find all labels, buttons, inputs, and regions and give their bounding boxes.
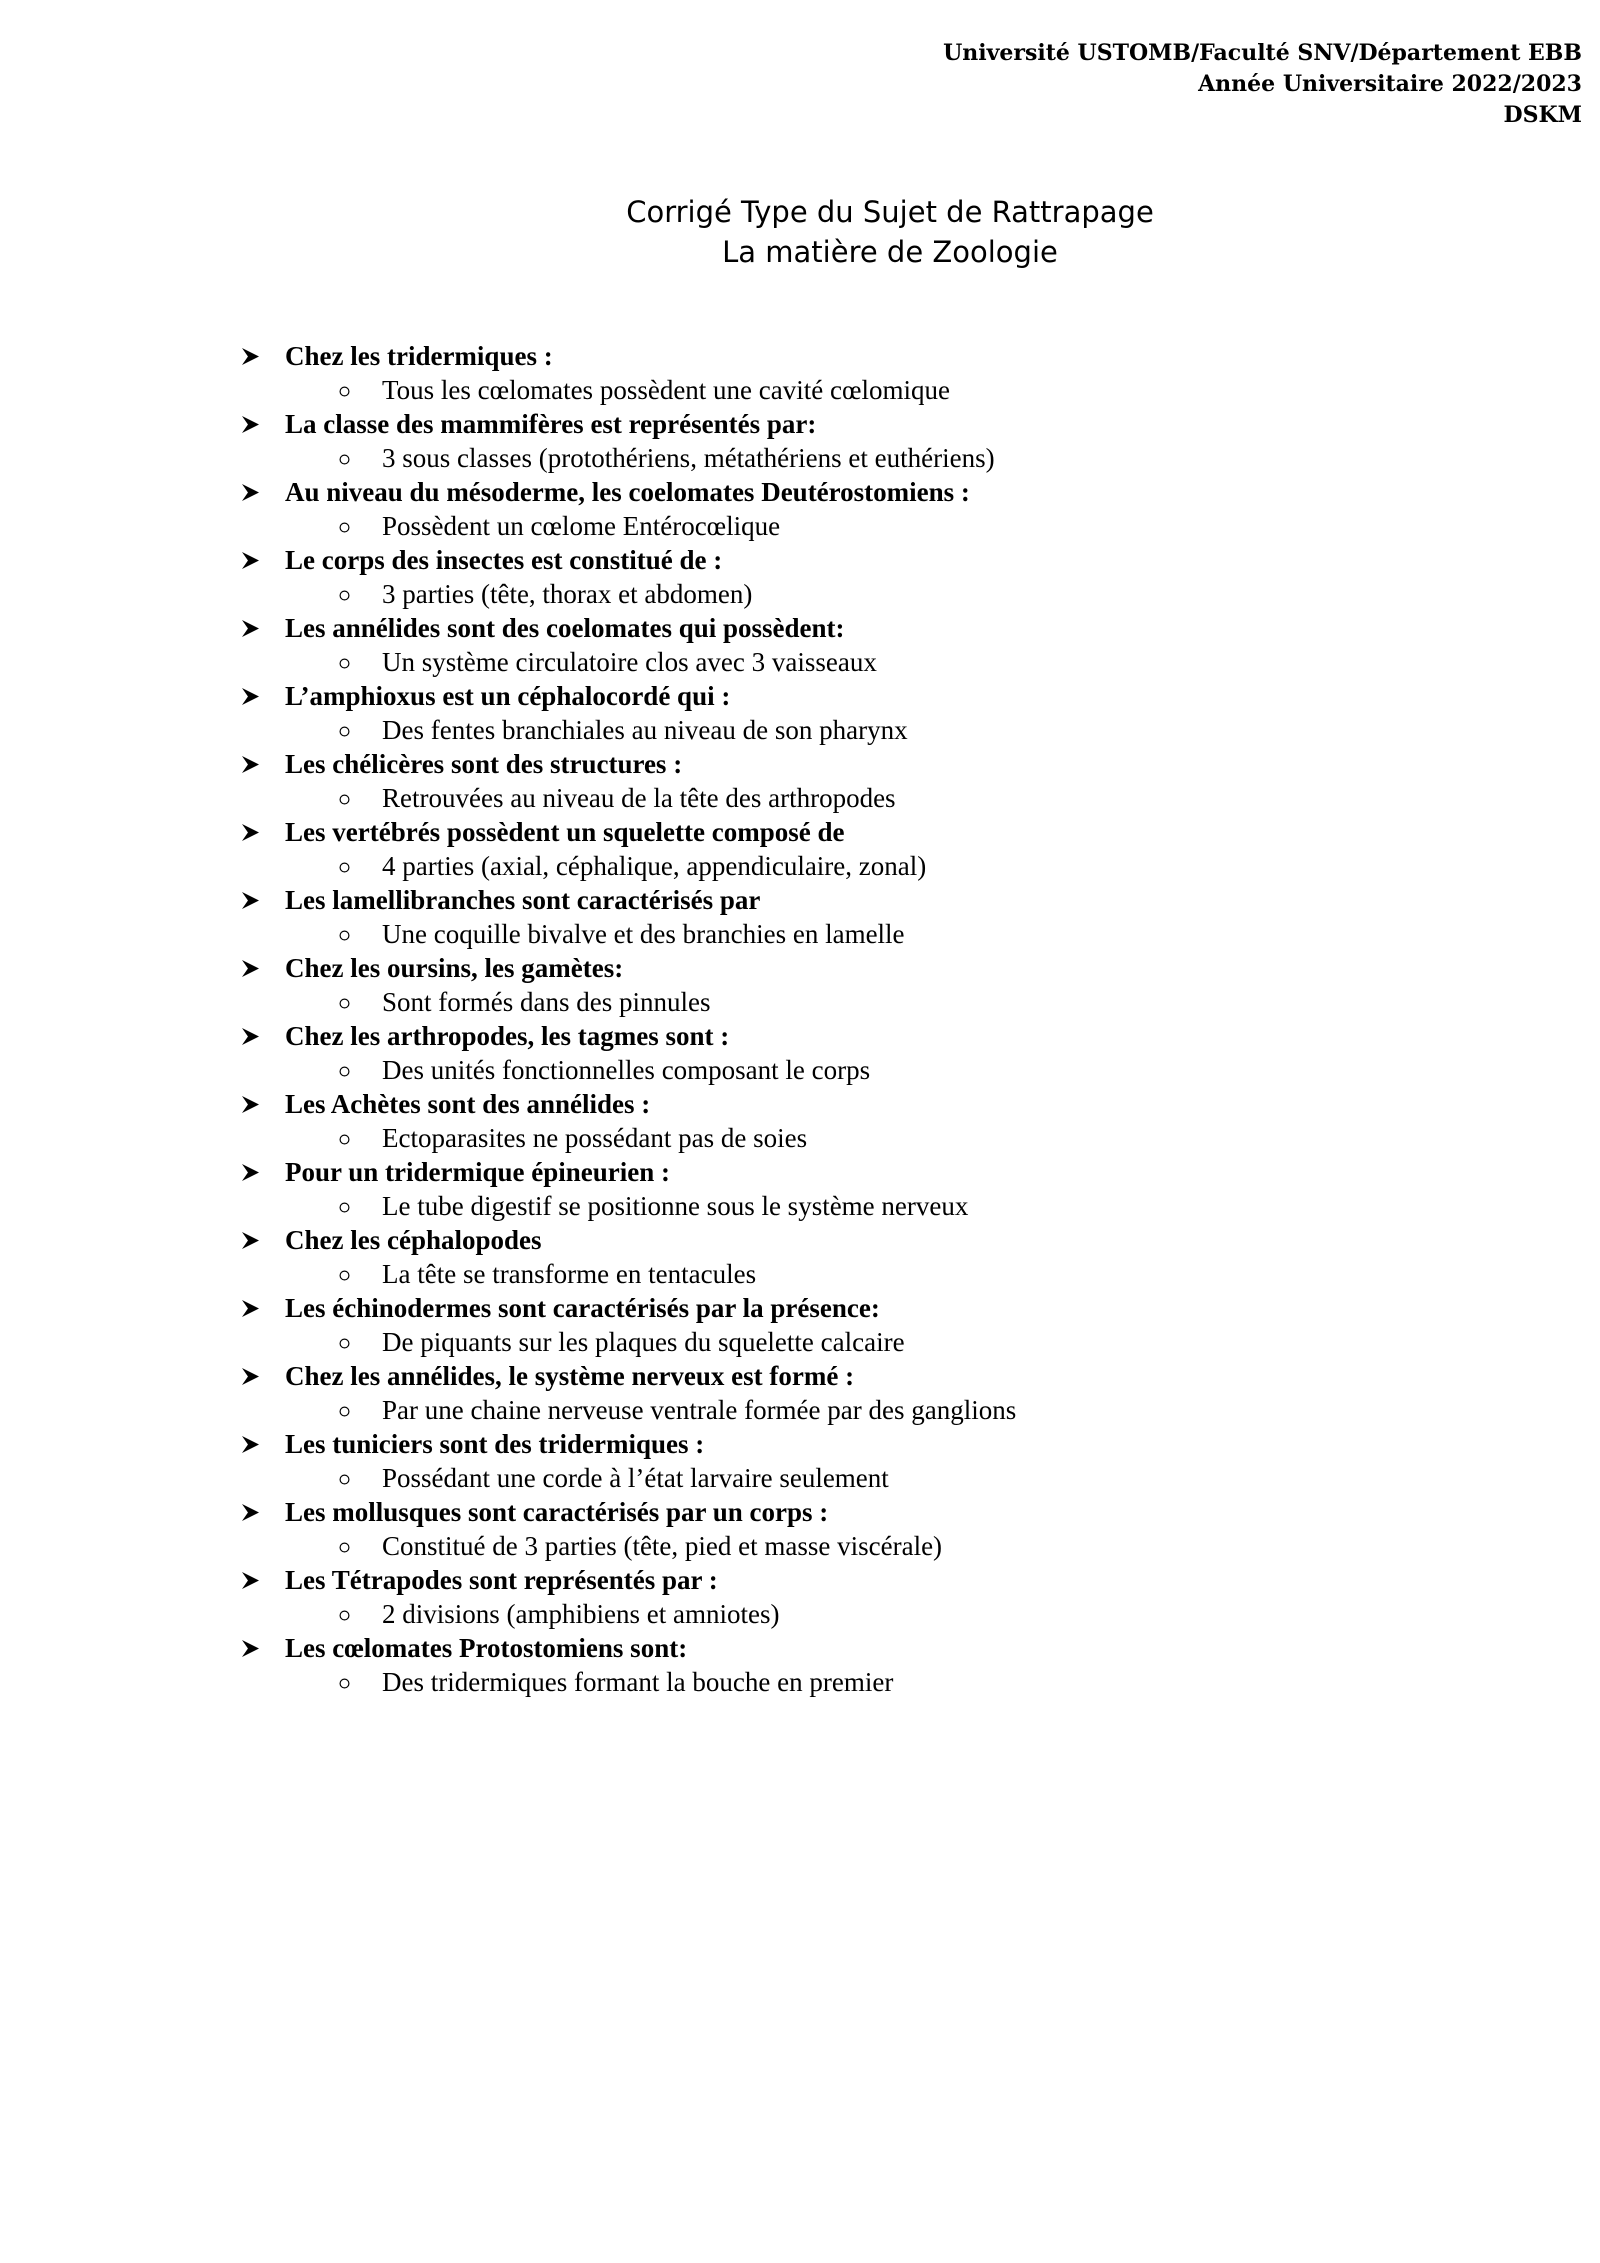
arrow-bullet-icon bbox=[242, 1640, 259, 1657]
arrow-bullet-icon bbox=[242, 1028, 259, 1045]
question-text: Au niveau du mésoderme, les coelomates Deutérostomiens : bbox=[285, 477, 970, 507]
answer-text: Par une chaine nerveuse ventrale formée par des ganglions bbox=[382, 1395, 1017, 1425]
arrow-bullet-icon bbox=[242, 1096, 259, 1113]
arrow-bullet-icon bbox=[242, 960, 259, 977]
answer-line bbox=[238, 917, 1418, 951]
list-item bbox=[238, 1495, 1418, 1563]
answer-text: 3 parties (tête, thorax et abdomen) bbox=[382, 579, 753, 609]
answer-line bbox=[238, 849, 1418, 883]
question-line bbox=[238, 543, 1418, 577]
question-text: Chez les tridermiques : bbox=[285, 341, 553, 371]
answer-line bbox=[238, 1053, 1418, 1087]
answer-line bbox=[238, 1393, 1418, 1427]
question-text: Chez les annélides, le système nerveux est formé : bbox=[285, 1361, 855, 1391]
answer-line bbox=[238, 1529, 1418, 1563]
question-text: Chez les arthropodes, les tagmes sont : bbox=[285, 1021, 730, 1051]
answer-line bbox=[238, 713, 1418, 747]
arrow-bullet-icon bbox=[242, 348, 259, 365]
answer-text: Constitué de 3 parties (tête, pied et masse viscérale) bbox=[382, 1531, 943, 1561]
circle-bullet-icon bbox=[339, 590, 350, 601]
arrow-bullet-icon bbox=[242, 1164, 259, 1181]
circle-bullet-icon bbox=[339, 930, 350, 941]
page-title: Corrigé Type du Sujet de Rattrapage bbox=[626, 195, 1154, 229]
circle-bullet-icon bbox=[339, 522, 350, 533]
question-line bbox=[238, 1155, 1418, 1189]
circle-bullet-icon bbox=[339, 862, 350, 873]
arrow-bullet-icon bbox=[242, 1572, 259, 1589]
circle-bullet-icon bbox=[339, 1338, 350, 1349]
arrow-bullet-icon bbox=[242, 1368, 259, 1385]
arrow-bullet-icon bbox=[242, 756, 259, 773]
answer-line bbox=[238, 645, 1418, 679]
question-text: Chez les oursins, les gamètes: bbox=[285, 953, 624, 983]
question-text: Les annélides sont des coelomates qui possèdent: bbox=[285, 613, 845, 643]
answer-text: Sont formés dans des pinnules bbox=[382, 987, 711, 1017]
answer-text: 4 parties (axial, céphalique, appendiculaire, zonal) bbox=[382, 851, 927, 881]
circle-bullet-icon bbox=[339, 794, 350, 805]
answer-line bbox=[238, 1665, 1418, 1699]
question-line bbox=[238, 611, 1418, 645]
circle-bullet-icon bbox=[339, 658, 350, 669]
question-text: Pour un tridermique épineurien : bbox=[285, 1157, 671, 1187]
answer-text: Le tube digestif se positionne sous le système nerveux bbox=[382, 1191, 969, 1221]
arrow-bullet-icon bbox=[242, 824, 259, 841]
header-author-code: DSKM bbox=[1503, 102, 1582, 128]
question-line bbox=[238, 475, 1418, 509]
list-item bbox=[238, 475, 1418, 543]
list-item bbox=[238, 679, 1418, 747]
circle-bullet-icon bbox=[339, 998, 350, 1009]
arrow-bullet-icon bbox=[242, 1232, 259, 1249]
list-item bbox=[238, 1223, 1418, 1291]
question-line bbox=[238, 339, 1418, 373]
header-institution: Université USTOMB/Faculté SNV/Département EBB bbox=[943, 40, 1582, 66]
question-line bbox=[238, 407, 1418, 441]
circle-bullet-icon bbox=[339, 386, 350, 397]
page-subtitle: La matière de Zoologie bbox=[722, 235, 1058, 269]
question-text: Les Tétrapodes sont représentés par : bbox=[285, 1565, 718, 1595]
answer-line bbox=[238, 781, 1418, 815]
question-text: Les échinodermes sont caractérisés par la présence: bbox=[285, 1293, 880, 1323]
list-item bbox=[238, 611, 1418, 679]
circle-bullet-icon bbox=[339, 1406, 350, 1417]
question-text: Le corps des insectes est constitué de : bbox=[285, 545, 723, 575]
document-header bbox=[943, 38, 1582, 131]
answer-line bbox=[238, 1325, 1418, 1359]
list-item bbox=[238, 1359, 1418, 1427]
circle-bullet-icon bbox=[339, 1066, 350, 1077]
answer-text: Possédant une corde à l’état larvaire seulement bbox=[382, 1463, 889, 1493]
answer-line bbox=[238, 985, 1418, 1019]
question-text: Les chélicères sont des structures : bbox=[285, 749, 683, 779]
question-line bbox=[238, 1087, 1418, 1121]
answer-line bbox=[238, 1597, 1418, 1631]
arrow-bullet-icon bbox=[242, 1436, 259, 1453]
question-line bbox=[238, 883, 1418, 917]
circle-bullet-icon bbox=[339, 1202, 350, 1213]
answer-line bbox=[238, 509, 1418, 543]
list-item bbox=[238, 747, 1418, 815]
question-line bbox=[238, 1631, 1418, 1665]
question-line bbox=[238, 951, 1418, 985]
answer-line bbox=[238, 577, 1418, 611]
list-item bbox=[238, 1427, 1418, 1495]
answer-text: De piquants sur les plaques du squelette calcaire bbox=[382, 1327, 905, 1357]
question-text: Les tuniciers sont des tridermiques : bbox=[285, 1429, 705, 1459]
question-line bbox=[238, 1359, 1418, 1393]
answer-text: 3 sous classes (protothériens, métathériens et euthériens) bbox=[382, 443, 995, 473]
arrow-bullet-icon bbox=[242, 1300, 259, 1317]
answer-line bbox=[238, 373, 1418, 407]
answer-text: Retrouvées au niveau de la tête des arthropodes bbox=[382, 783, 896, 813]
header-academic-year: Année Universitaire 2022/2023 bbox=[1198, 71, 1582, 97]
arrow-bullet-icon bbox=[242, 416, 259, 433]
question-text: Les cœlomates Protostomiens sont: bbox=[285, 1633, 688, 1663]
list-item bbox=[238, 1563, 1418, 1631]
answer-line bbox=[238, 1461, 1418, 1495]
circle-bullet-icon bbox=[339, 1610, 350, 1621]
answer-text: Tous les cœlomates possèdent une cavité cœlomique bbox=[382, 375, 950, 405]
list-item bbox=[238, 543, 1418, 611]
arrow-bullet-icon bbox=[242, 552, 259, 569]
arrow-bullet-icon bbox=[242, 688, 259, 705]
list-item bbox=[238, 1631, 1418, 1699]
list-item bbox=[238, 1155, 1418, 1223]
answer-text: Des tridermiques formant la bouche en premier bbox=[382, 1667, 894, 1697]
answer-text: Une coquille bivalve et des branchies en lamelle bbox=[382, 919, 905, 949]
answer-text: Ectoparasites ne possédant pas de soies bbox=[382, 1123, 808, 1153]
answer-line bbox=[238, 1257, 1418, 1291]
list-item bbox=[238, 1087, 1418, 1155]
arrow-bullet-icon bbox=[242, 892, 259, 909]
answer-text: Possèdent un cœlome Entérocœlique bbox=[382, 511, 781, 541]
answer-line bbox=[238, 1121, 1418, 1155]
list-item bbox=[238, 951, 1418, 1019]
question-text: Les mollusques sont caractérisés par un corps : bbox=[285, 1497, 829, 1527]
list-item bbox=[238, 407, 1418, 475]
list-item bbox=[238, 883, 1418, 951]
circle-bullet-icon bbox=[339, 1270, 350, 1281]
arrow-bullet-icon bbox=[242, 484, 259, 501]
answer-text: La tête se transforme en tentacules bbox=[382, 1259, 757, 1289]
question-text: L’amphioxus est un céphalocordé qui : bbox=[285, 681, 731, 711]
question-line bbox=[238, 747, 1418, 781]
question-text: Les lamellibranches sont caractérisés par bbox=[285, 885, 761, 915]
answer-line bbox=[238, 441, 1418, 475]
question-line bbox=[238, 1223, 1418, 1257]
question-line bbox=[238, 1495, 1418, 1529]
question-text: Les Achètes sont des annélides : bbox=[285, 1089, 651, 1119]
circle-bullet-icon bbox=[339, 1134, 350, 1145]
question-text: Les vertébrés possèdent un squelette composé de bbox=[285, 817, 845, 847]
circle-bullet-icon bbox=[339, 1474, 350, 1485]
question-text: La classe des mammifères est représentés par: bbox=[285, 409, 817, 439]
list-item bbox=[238, 815, 1418, 883]
arrow-bullet-icon bbox=[242, 1504, 259, 1521]
circle-bullet-icon bbox=[339, 454, 350, 465]
question-line bbox=[238, 1291, 1418, 1325]
question-line bbox=[238, 815, 1418, 849]
circle-bullet-icon bbox=[339, 1678, 350, 1689]
list-item bbox=[238, 1019, 1418, 1087]
question-line bbox=[238, 679, 1418, 713]
question-line bbox=[238, 1427, 1418, 1461]
answer-line bbox=[238, 1189, 1418, 1223]
question-answer-list bbox=[238, 339, 1418, 1699]
question-line bbox=[238, 1563, 1418, 1597]
question-line bbox=[238, 1019, 1418, 1053]
question-text: Chez les céphalopodes bbox=[285, 1225, 542, 1255]
answer-text: Des unités fonctionnelles composant le corps bbox=[382, 1055, 871, 1085]
list-item bbox=[238, 339, 1418, 407]
answer-text: Des fentes branchiales au niveau de son pharynx bbox=[382, 715, 908, 745]
list-item bbox=[238, 1291, 1418, 1359]
answer-text: 2 divisions (amphibiens et amniotes) bbox=[382, 1599, 780, 1629]
document-titles bbox=[0, 192, 1600, 272]
arrow-bullet-icon bbox=[242, 620, 259, 637]
circle-bullet-icon bbox=[339, 726, 350, 737]
answer-text: Un système circulatoire clos avec 3 vaisseaux bbox=[382, 647, 877, 677]
circle-bullet-icon bbox=[339, 1542, 350, 1553]
